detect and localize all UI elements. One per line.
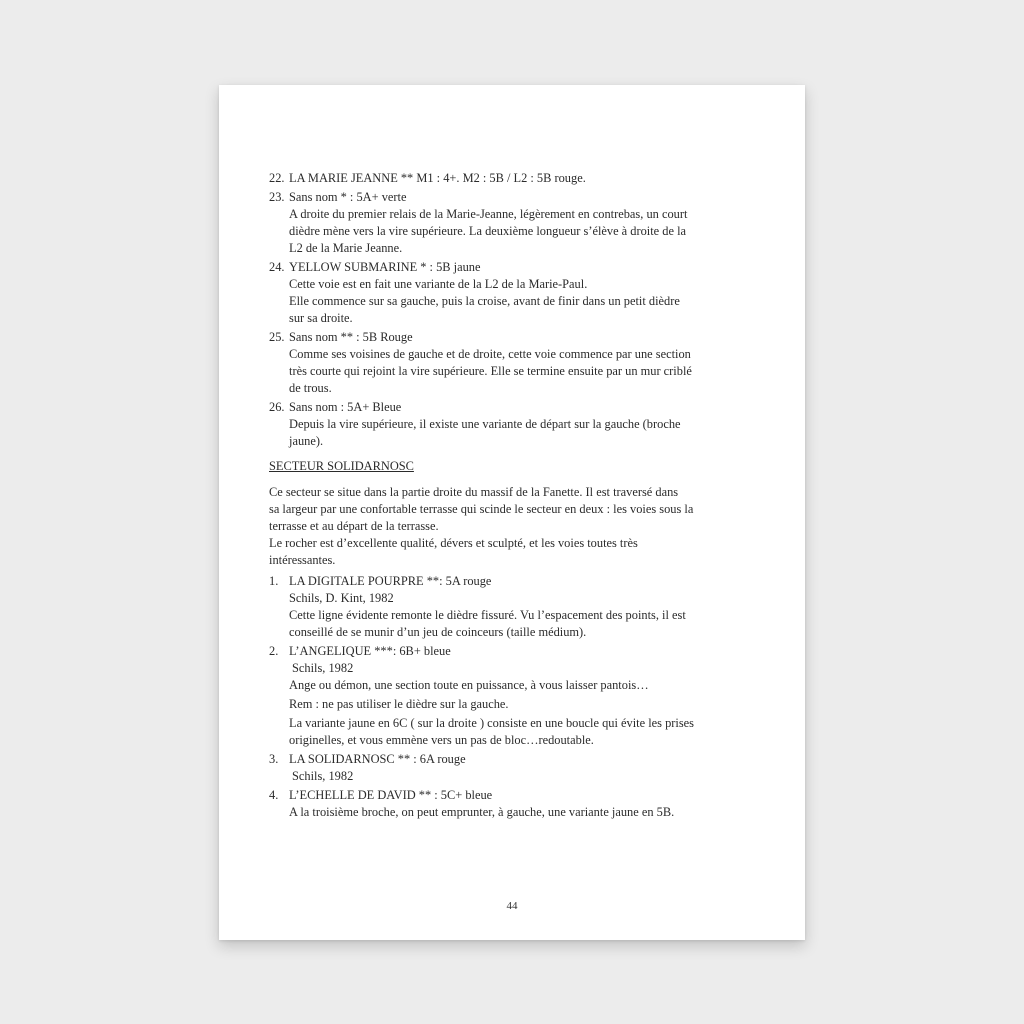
route-description-line: L2 de la Marie Jeanne. <box>289 241 403 255</box>
intro-line: terrasse et au départ de la terrasse. <box>269 519 439 533</box>
route-number: 22. <box>269 171 285 185</box>
route-description-line: Elle commence sur sa gauche, puis la croise, avant de finir dans un petit dièdre <box>289 294 680 308</box>
intro-line: Le rocher est d’excellente qualité, dévers et sculpté, et les voies toutes très <box>269 536 638 550</box>
document-page <box>219 85 805 940</box>
page-content <box>269 170 769 823</box>
intro-line: intéressantes. <box>269 553 336 567</box>
route-author: Schils, D. Kint, 1982 <box>289 591 394 605</box>
route-description-line: Cette ligne évidente remonte le dièdre fissuré. Vu l’espacement des points, il est <box>289 608 686 622</box>
route-title: LA MARIE JEANNE ** M1 : 4+. M2 : 5B / L2 : 5B rouge. <box>289 171 586 185</box>
route-item-22 <box>269 170 769 187</box>
route-description-line: conseillé de se munir d’un jeu de coinceurs (taille médium). <box>289 625 587 639</box>
route-number: 24. <box>269 260 285 274</box>
route-author: Schils, 1982 <box>292 769 354 783</box>
route-description-line: Depuis la vire supérieure, il existe une variante de départ sur la gauche (broche <box>289 417 681 431</box>
route-item-3 <box>269 751 769 785</box>
page-number: 44 <box>506 900 518 912</box>
route-number: 23. <box>269 190 285 204</box>
route-title: Sans nom ** : 5B Rouge <box>289 330 413 344</box>
intro-line: Ce secteur se situe dans la partie droite du massif de la Fanette. Il est traversé dans <box>269 485 679 499</box>
route-description-line: originelles, et vous emmène vers un pas de bloc…redoutable. <box>289 733 594 747</box>
route-description-line: très courte qui rejoint la vire supérieure. Elle se termine ensuite par un mur criblé <box>289 364 692 378</box>
route-number: 1. <box>269 574 279 588</box>
route-number: 2. <box>269 644 279 658</box>
route-description-line: A droite du premier relais de la Marie-Jeanne, légèrement en contrebas, un court <box>289 207 688 221</box>
route-item-2 <box>269 643 769 749</box>
route-title: LA SOLIDARNOSC ** : 6A rouge <box>289 752 466 766</box>
route-number: 26. <box>269 400 285 414</box>
route-item-24 <box>269 259 769 327</box>
route-item-26 <box>269 399 769 450</box>
route-description-line: de trous. <box>289 381 332 395</box>
route-item-4 <box>269 787 769 821</box>
route-title: L’ANGELIQUE ***: 6B+ bleue <box>289 644 451 658</box>
route-item-25 <box>269 329 769 397</box>
route-description-line: jaune). <box>289 434 324 448</box>
intro-line: sa largeur par une confortable terrasse qui scinde le secteur en deux : les voies sous la <box>269 502 694 516</box>
route-author: Schils, 1982 <box>292 661 354 675</box>
route-number: 4. <box>269 788 279 802</box>
route-title: YELLOW SUBMARINE * : 5B jaune <box>289 260 481 274</box>
route-title: LA DIGITALE POURPRE **: 5A rouge <box>289 574 492 588</box>
section-intro <box>269 484 769 569</box>
route-title: Sans nom * : 5A+ verte <box>289 190 407 204</box>
route-title: L’ECHELLE DE DAVID ** : 5C+ bleue <box>289 788 493 802</box>
route-number: 25. <box>269 330 285 344</box>
route-item-1 <box>269 573 769 641</box>
route-description-line: Ange ou démon, une section toute en puissance, à vous laisser pantois… <box>289 678 649 692</box>
section-title: SECTEUR SOLIDARNOSC <box>269 459 414 473</box>
route-item-23 <box>269 189 769 257</box>
route-description-line: Comme ses voisines de gauche et de droite, cette voie commence par une section <box>289 347 691 361</box>
route-description-line: dièdre mène vers la vire supérieure. La deuxième longueur s’élève à droite de la <box>289 224 687 238</box>
route-number: 3. <box>269 752 279 766</box>
route-description-line: Cette voie est en fait une variante de la L2 de la Marie-Paul. <box>289 277 588 291</box>
route-description-line: Rem : ne pas utiliser le dièdre sur la gauche. <box>289 697 509 711</box>
route-title: Sans nom : 5A+ Bleue <box>289 400 402 414</box>
route-description-line: sur sa droite. <box>289 311 353 325</box>
route-description-line: La variante jaune en 6C ( sur la droite ) consiste en une boucle qui évite les prises <box>289 716 694 730</box>
route-description-line: A la troisième broche, on peut emprunter, à gauche, une variante jaune en 5B. <box>289 805 675 819</box>
